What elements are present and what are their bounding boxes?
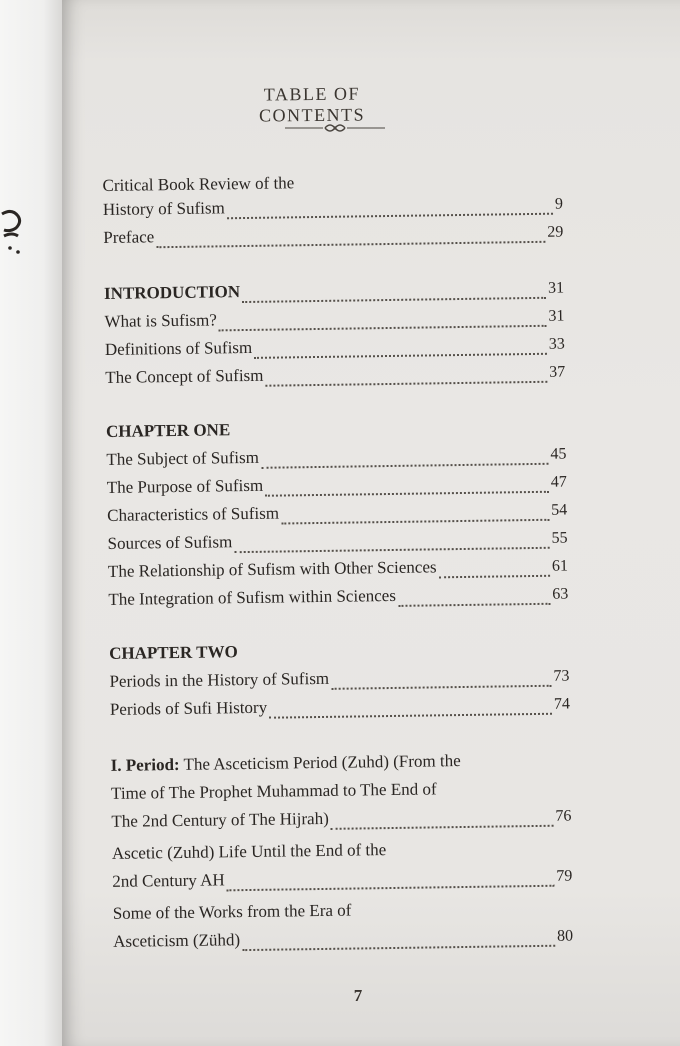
toc-page-number: 29 xyxy=(547,223,564,241)
dot-leader xyxy=(331,684,551,690)
dot-leader xyxy=(227,212,553,220)
period-title-line: Time of The Prophet Muhammad to The End of xyxy=(110,779,437,803)
toc-entry-text: The 2nd Century of The Hijrah) xyxy=(111,808,329,831)
toc-entry xyxy=(105,362,565,396)
dot-leader xyxy=(156,240,545,248)
page-title: TABLE OF CONTENTS xyxy=(259,83,366,126)
toc-entry xyxy=(103,222,563,256)
toc-entry-line: Ascetic (Zuhd) Life Until the End of the xyxy=(111,840,387,863)
toc-entry-text: Characteristics of Sufism xyxy=(107,503,280,525)
toc-page-number: 63 xyxy=(552,585,569,603)
toc-page-number: 55 xyxy=(551,529,568,547)
dot-leader xyxy=(227,884,555,892)
toc-entry-line: Some of the Works from the Era of xyxy=(112,900,352,923)
toc-page-number: 33 xyxy=(548,335,565,353)
toc-entry-text: The Relationship of Sufism with Other Sciences xyxy=(107,557,437,581)
period-label: I. Period: xyxy=(110,754,180,775)
section-heading-text: INTRODUCTION xyxy=(103,282,241,303)
toc-page-number: 73 xyxy=(553,667,570,685)
toc-page-number: 31 xyxy=(547,279,565,297)
toc-page-number: 80 xyxy=(556,927,574,945)
dot-leader xyxy=(331,824,554,830)
period-title-text: The Asceticism Period (Zuhd) (From the xyxy=(183,751,461,774)
toc-entry-text: History of Sufism xyxy=(102,198,225,219)
toc-entry-text: Definitions of Sufism xyxy=(104,337,253,359)
dot-leader xyxy=(439,574,550,579)
toc-page-number: 54 xyxy=(551,501,568,519)
arabic-script-fragment-icon xyxy=(0,196,30,266)
chapter-heading: CHAPTER ONE xyxy=(105,420,231,441)
toc-entry-text: The Concept of Sufism xyxy=(105,365,264,387)
period-heading-line xyxy=(111,751,461,776)
toc-page-number: 76 xyxy=(555,807,572,825)
dot-leader xyxy=(242,944,555,951)
chapter-heading: CHAPTER TWO xyxy=(108,642,238,663)
previous-page-edge xyxy=(0,0,62,1046)
toc-page-number: 79 xyxy=(556,867,573,885)
dot-leader xyxy=(269,712,552,719)
toc-entry-text: The Subject of Sufism xyxy=(106,447,260,469)
toc-entry-text: Preface xyxy=(103,227,155,247)
toc-page-number: 31 xyxy=(548,307,565,325)
toc-entry xyxy=(110,694,570,728)
toc-page-number: 45 xyxy=(550,445,567,463)
toc-entry xyxy=(108,584,568,618)
toc-entry-text: 2nd Century AH xyxy=(112,870,225,891)
book-page xyxy=(62,0,680,1046)
toc-entry-text: Periods of Sufi History xyxy=(109,697,268,719)
dot-leader xyxy=(261,462,548,469)
dot-leader xyxy=(281,518,549,525)
page-number-footer: 7 xyxy=(353,986,363,1005)
dot-leader xyxy=(266,380,548,387)
toc-entry-text: The Integration of Sufism within Sciences xyxy=(108,585,397,609)
toc-entry xyxy=(112,865,572,899)
toc-entry-text: Asceticism (Zühd) xyxy=(113,930,241,951)
toc-entry-text: Periods in the History of Sufism xyxy=(109,668,330,691)
toc-page-number: 61 xyxy=(551,557,569,575)
ornament-divider-icon xyxy=(285,121,385,135)
dot-leader xyxy=(265,490,549,497)
toc-entry-text: Sources of Sufism xyxy=(107,532,233,553)
dot-leader xyxy=(234,546,549,553)
toc-page-number: 37 xyxy=(549,363,566,381)
toc-entry xyxy=(111,805,571,839)
toc-entry xyxy=(113,925,573,959)
toc-entry-text: What is Sufism? xyxy=(104,310,218,331)
dot-leader xyxy=(398,602,550,607)
toc-entry-line: Critical Book Review of the xyxy=(102,173,295,195)
dot-leader xyxy=(254,352,547,359)
toc-page-number: 47 xyxy=(550,473,567,491)
toc-page-number: 74 xyxy=(553,695,570,713)
dot-leader xyxy=(219,324,547,332)
toc-entry-text: The Purpose of Sufism xyxy=(106,475,264,497)
toc-page-number: 9 xyxy=(554,195,564,213)
dot-leader xyxy=(242,296,546,303)
